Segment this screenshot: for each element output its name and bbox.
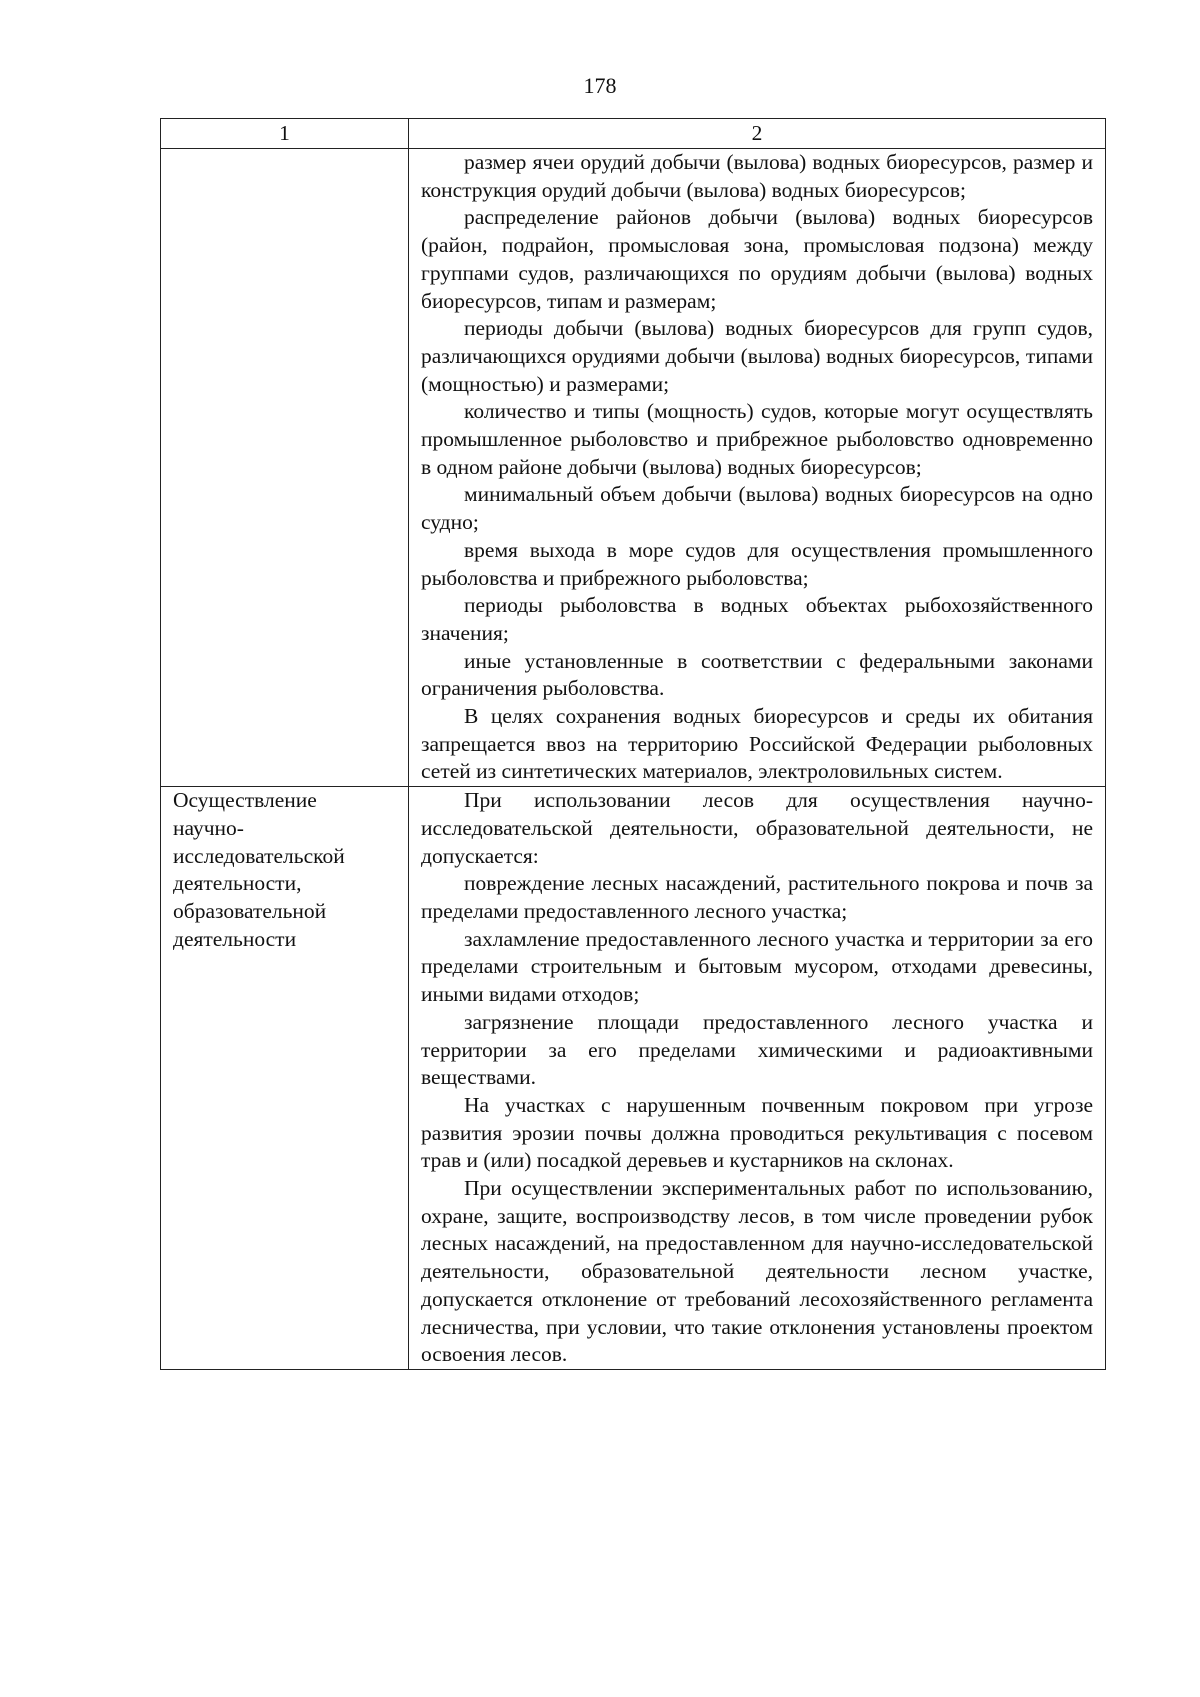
regulation-table: [160, 118, 1106, 1370]
table-cell-activity: [161, 149, 409, 787]
paragraph: периоды рыболовства в водных объектах рыбохозяйственного значения;: [421, 593, 1093, 645]
activity-line: научно-: [173, 815, 244, 840]
paragraph: иные установленные в соответствии с федеральными законами ограничения рыболовства.: [421, 648, 1093, 701]
paragraph: повреждение лесных насаждений, растительного покрова и почв за пределами предоставленного лесного участка;: [421, 871, 1093, 923]
page-number: 178: [583, 73, 617, 98]
paragraph: размер ячеи орудий добычи (вылова) водных биоресурсов, размер и конструкция орудий добычи (вылова) водных биоресурсов;: [421, 150, 1093, 202]
paragraph: распределение районов добычи (вылова) водных биоресурсов (район, подрайон, промысловая зона, промысловая подзона) между группами судов, различающихся по орудиям добычи (вылова) водных биоресурсов, типам и размерам;: [421, 205, 1093, 313]
column-header-1: 1: [161, 119, 409, 149]
table-cell-activity: [161, 787, 409, 1370]
paragraph: захламление предоставленного лесного участка и территории за его пределами строительным и бытовым мусором, отходами древесины, иными видами отходов;: [421, 926, 1093, 1007]
paragraph: При осуществлении экспериментальных работ по использованию, охране, защите, воспроизводству лесов, в том числе проведении рубок лесных насаждений, на предоставленном для научно-исследовательской деятельности, образовательной деятельности лесном участке, допускается отклонение от требований лесохозяйственного регламента лесничества, при условии, что такие отклонения установлены проектом освоения лесов.: [421, 1176, 1093, 1367]
paragraph: минимальный объем добычи (вылова) водных биоресурсов на одно судно;: [421, 482, 1093, 535]
paragraph: количество и типы (мощность) судов, которые могут осуществлять промышленное рыболовство и прибрежное рыболовство одновременно в одном районе добычи (вылова) водных биоресурсов;: [421, 399, 1093, 479]
activity-line: исследовательской: [173, 843, 345, 868]
paragraph: При использовании лесов для осуществления научно-исследовательской деятельности, образовательной деятельности, не допускается:: [421, 788, 1093, 868]
table-cell-requirements: [409, 787, 1106, 1370]
activity-line: деятельности,: [173, 871, 302, 896]
activity-line: образовательной: [173, 898, 327, 923]
paragraph: периоды добычи (вылова) водных биоресурсов для групп судов, различающихся орудиями добычи (вылова) водных биоресурсов, типами (мощностью) и размерами;: [421, 316, 1093, 396]
paragraph: время выхода в море судов для осуществления промышленного рыболовства и прибрежного рыболовства;: [421, 537, 1093, 590]
paragraph: В целях сохранения водных биоресурсов и среды их обитания запрещается ввоз на территорию Российской Федерации рыболовных сетей из синтетических материалов, электроловильных систем.: [421, 704, 1093, 784]
activity-line: деятельности: [173, 926, 297, 951]
table-cell-requirements: [409, 149, 1106, 787]
paragraph: На участках с нарушенным почвенным покровом при угрозе развития эрозии почвы должна проводиться рекультивация с посевом трав и (или) посадкой деревьев и кустарников на склонах.: [421, 1092, 1093, 1173]
activity-line: Осуществление: [173, 788, 317, 813]
table-header-row: [161, 119, 1106, 149]
table-row: [161, 149, 1106, 787]
table-row: [161, 787, 1106, 1370]
paragraph: загрязнение площади предоставленного лесного участка и территории за его пределами химическими и радиоактивными веществами.: [421, 1009, 1093, 1090]
column-header-2: 2: [409, 119, 1106, 149]
